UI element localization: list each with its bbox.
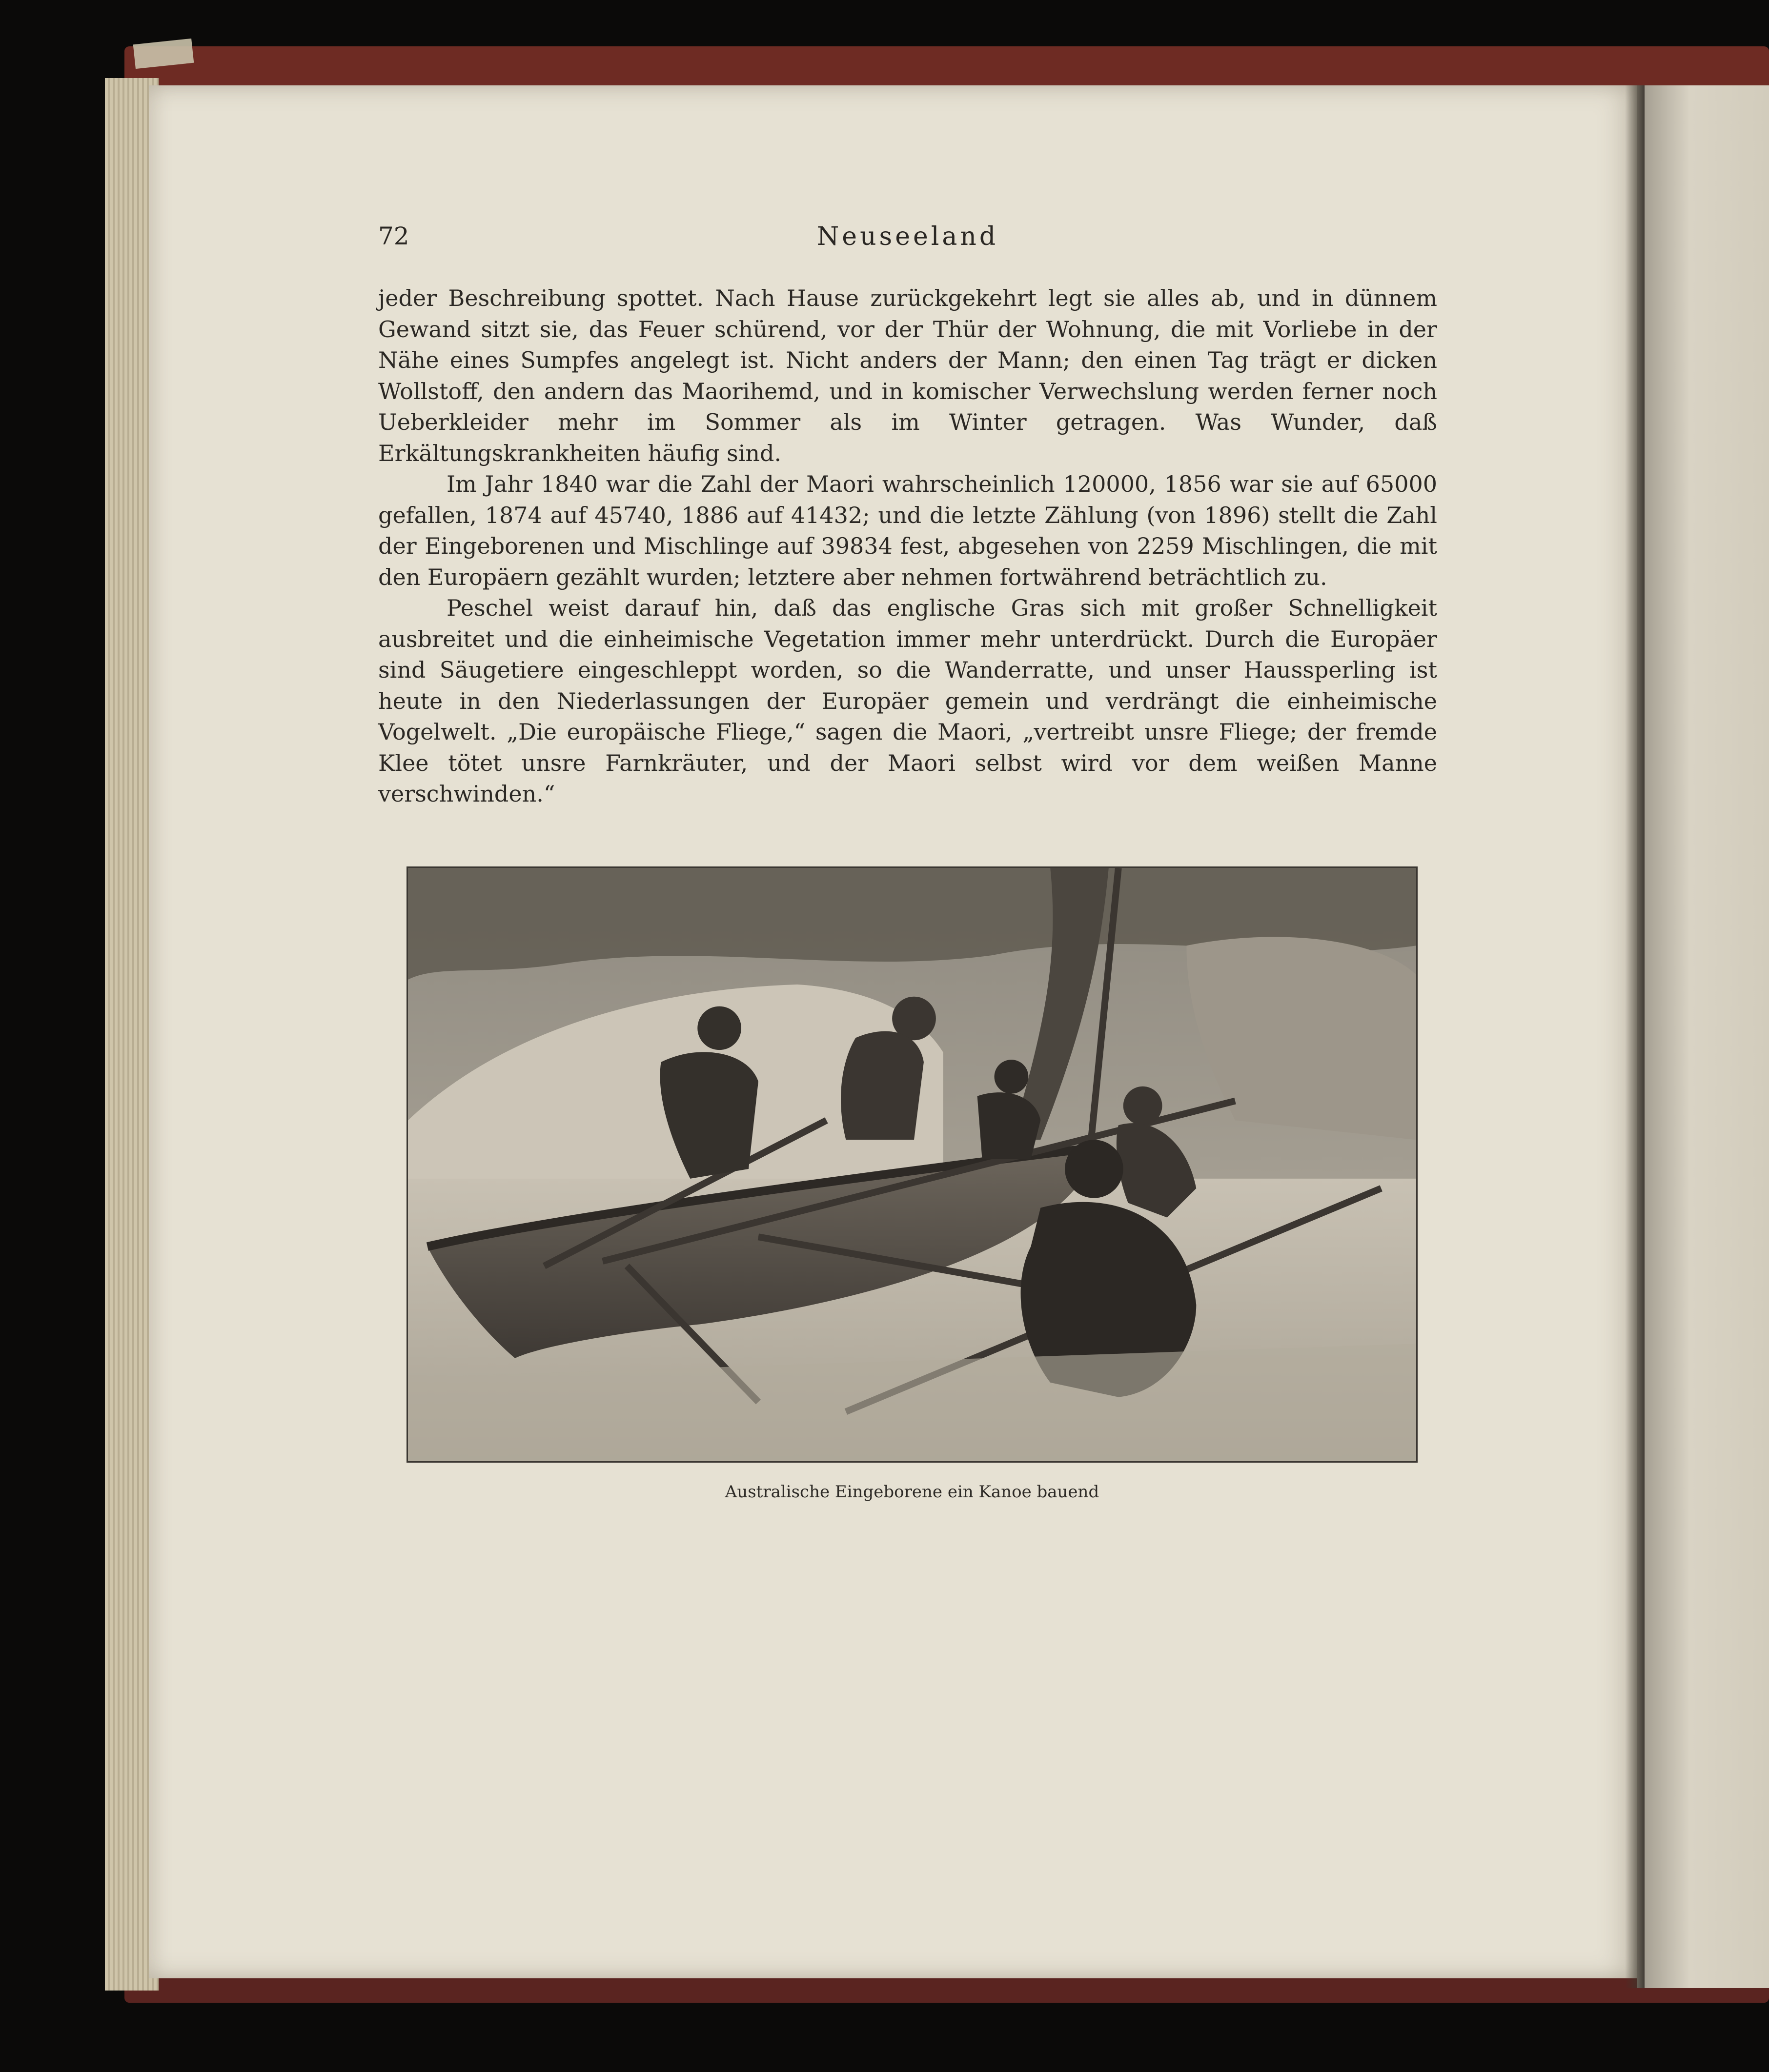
- running-title: Neuseeland: [816, 222, 999, 251]
- paragraph-2: Im Jahr 1840 war die Zahl der Maori wahrscheinlich 120000, 1856 war sie auf 65000 gefallen, 1874 auf 45740, 1886 auf 41432; und die letzte Zählung (von 1896) stellt die Zahl der Eingeborenen und Mischlinge auf 39834 fest, abgesehen von 2259 Mischlingen, die mit den Europäern gezählt wurden; letztere aber nehmen fortwährend beträchtlich zu.: [378, 471, 1437, 590]
- body-text: [378, 283, 1437, 810]
- paragraph-1: jeder Beschreibung spottet. Nach Hause zurückgekehrt legt sie alles ab, und in dünnem Gewand sitzt sie, das Feuer schürend, vor der Thür der Wohnung, die mit Vorliebe in der Nähe eines Sumpfes angelegt ist. Nicht anders der Mann; den einen Tag trägt er dicken Wollstoff, den andern das Maorihemd, und in komischer Verwechslung werden ferner noch Ueberkleider mehr im Sommer als im Winter getragen. Was Wunder, daß Erkältungskrankheiten häufig sind.: [378, 285, 1437, 466]
- page-header: [378, 222, 1437, 256]
- canoe-photograph: [407, 866, 1418, 1463]
- canoe-photo-illustration: [408, 868, 1416, 1461]
- paragraph-3: Peschel weist darauf hin, daß das englische Gras sich mit großer Schnelligkeit ausbreitet und die einheimische Vegetation immer mehr unterdrückt. Durch die Europäer sind Säugetiere eingeschleppt worden, so die Wanderratte, und unser Haussperling ist heute in den Niederlassungen der Europäer gemein und verdrängt die einheimische Vogelwelt. „Die europäische Fliege,“ sagen die Maori, „vertreibt unsre Fliege; der fremde Klee tötet unsre Farnkräuter, und der Maori selbst wird vor dem weißen Manne verschwinden.“: [378, 595, 1437, 807]
- facing-page: [1637, 85, 1769, 1988]
- page-number: 72: [378, 222, 409, 250]
- figure-caption: Australische Eingeborene ein Kanoe bauend: [725, 1482, 1099, 1502]
- page-gutter: [1625, 85, 1645, 1988]
